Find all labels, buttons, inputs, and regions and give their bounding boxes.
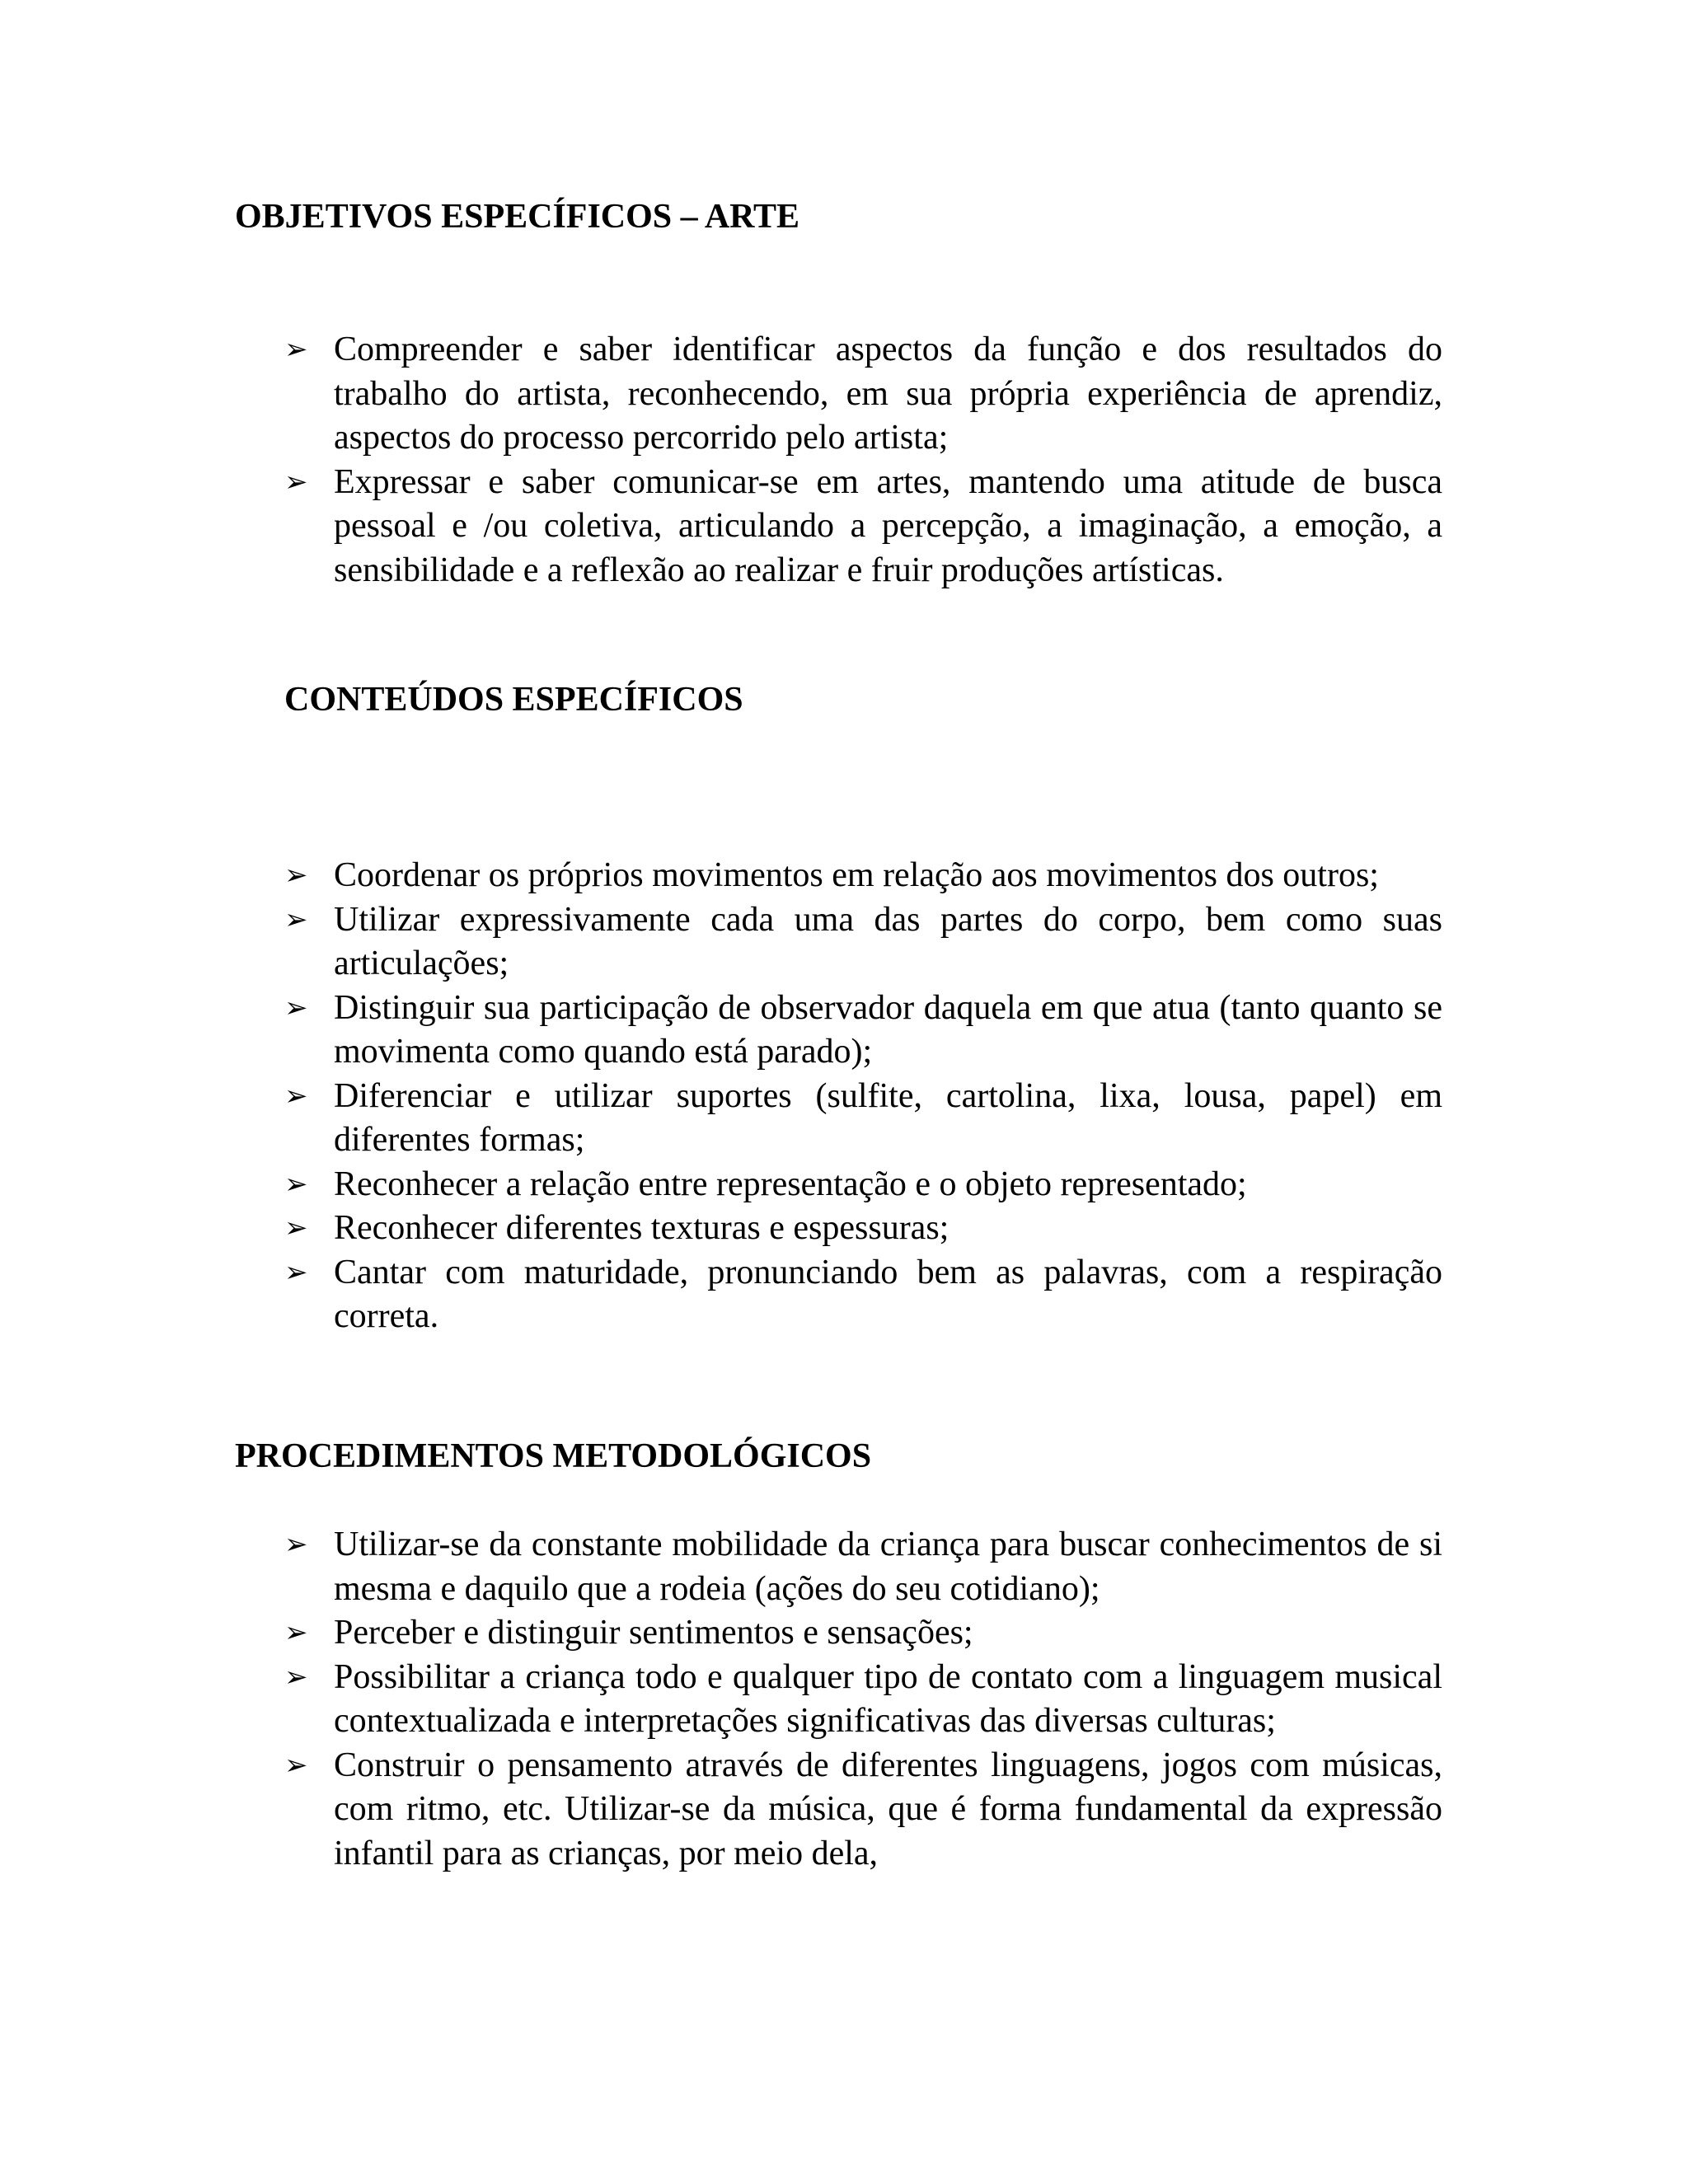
list-item [284,1744,1442,1877]
arrowhead-bullet-icon: ➢ [284,1167,308,1201]
list-item [284,461,1442,593]
list-item [284,1207,1442,1251]
procedimentos-list [284,1523,1442,1876]
list-item-text: Diferenciar e utilizar suportes (sulfite, cartolina, lixa, lousa, papel) em diferentes formas; [334,1076,1442,1159]
list-item-text: Compreender e saber identificar aspectos da função e dos resultados do trabalho do artista, reconhecendo, em sua própria experiência de aprendiz, aspectos do processo percorrido pelo artista; [334,330,1442,457]
list-item [284,1251,1442,1339]
list-item-text: Reconhecer diferentes texturas e espessuras; [334,1209,950,1247]
list-item-text: Expressar e saber comunicar-se em artes, mantendo uma atitude de busca pessoal e /ou coletiva, articulando a percepção, a imaginação, a emoção, a sensibilidade e a reflexão ao realizar e fruir produções artísticas. [334,462,1442,589]
list-item [284,1656,1442,1744]
arrowhead-bullet-icon: ➢ [284,1212,308,1244]
section-heading-conteudos: CONTEÚDOS ESPECÍFICOS [284,681,743,719]
conteudos-list [284,854,1442,1339]
list-item-text: Utilizar-se da constante mobilidade da criança para buscar conhecimentos de si mesma e daquilo que a rodeia (ações do seu cotidiano); [334,1526,1442,1608]
list-item [284,328,1442,461]
arrowhead-bullet-icon: ➢ [284,1528,308,1561]
list-item [284,898,1442,987]
list-item-text: Reconhecer a relação entre representação e o objeto representado; [334,1165,1247,1203]
arrowhead-bullet-icon: ➢ [284,1079,308,1113]
arrowhead-bullet-icon: ➢ [284,902,308,936]
list-item-text: Cantar com maturidade, pronunciando bem as palavras, com a respiração correta. [334,1253,1442,1335]
arrowhead-bullet-icon: ➢ [284,465,308,499]
section-heading-objetivos: OBJETIVOS ESPECÍFICOS – ARTE [235,198,800,236]
objetivos-list [284,328,1442,593]
list-item [284,854,1442,898]
arrowhead-bullet-icon: ➢ [284,333,308,366]
list-item-text: Perceber e distinguir sentimentos e sensações; [334,1614,973,1652]
list-item [284,1523,1442,1611]
list-item-text: Coordenar os próprios movimentos em relação aos movimentos dos outros; [334,856,1379,894]
arrowhead-bullet-icon: ➢ [284,1255,308,1289]
list-item [284,1075,1442,1163]
arrowhead-bullet-icon: ➢ [284,859,308,892]
arrowhead-bullet-icon: ➢ [284,1616,308,1649]
arrowhead-bullet-icon: ➢ [284,1748,308,1782]
list-item [284,1163,1442,1207]
section-heading-procedimentos: PROCEDIMENTOS METODOLÓGICOS [235,1437,872,1475]
list-item-text: Utilizar expressivamente cada uma das partes do corpo, bem como suas articulações; [334,900,1442,982]
list-item-text: Possibilitar a criança todo e qualquer tipo de contato com a linguagem musical contextualizada e interpretações significativas das diversas culturas; [334,1657,1442,1740]
arrowhead-bullet-icon: ➢ [284,991,308,1024]
list-item-text: Construir o pensamento através de diferentes linguagens, jogos com músicas, com ritmo, etc. Utilizar-se da música, que é forma fundamental da expressão infantil para as crianças, por meio dela, [334,1746,1442,1872]
list-item [284,987,1442,1075]
list-item-text: Distinguir sua participação de observador daquela em que atua (tanto quanto se movimenta como quando está parado); [334,988,1442,1071]
list-item [284,1611,1442,1656]
arrowhead-bullet-icon: ➢ [284,1660,308,1694]
